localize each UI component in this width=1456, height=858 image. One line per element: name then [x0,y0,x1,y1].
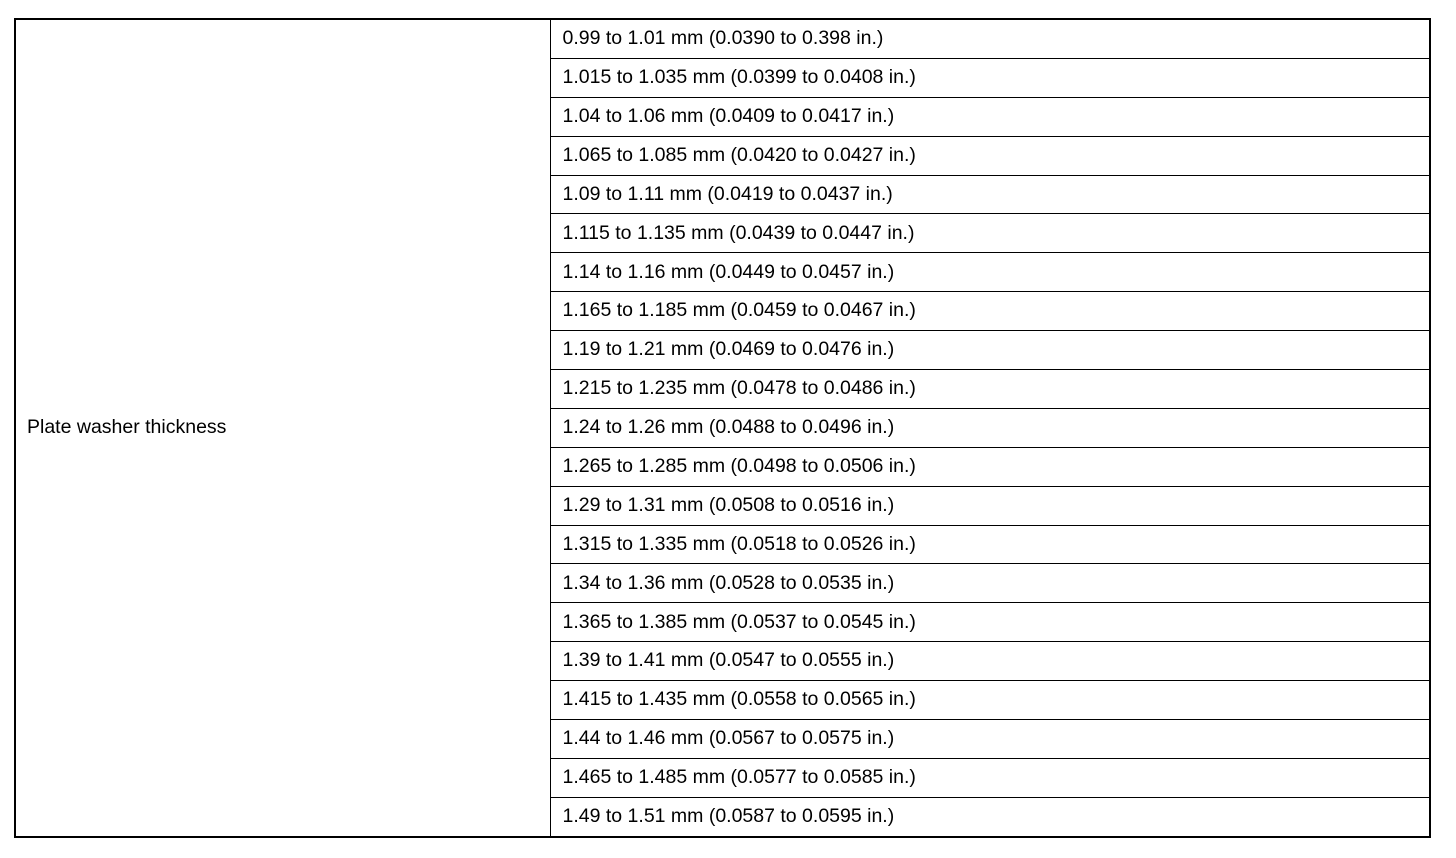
spec-value-cell: 1.49 to 1.51 mm (0.0587 to 0.0595 in.) [550,797,1430,836]
spec-value-cell: 1.165 to 1.185 mm (0.0459 to 0.0467 in.) [550,292,1430,331]
spec-value-cell: 1.19 to 1.21 mm (0.0469 to 0.0476 in.) [550,331,1430,370]
spec-value-cell: 1.015 to 1.035 mm (0.0399 to 0.0408 in.) [550,58,1430,97]
spec-table-body [15,19,1430,837]
spec-value-cell: 1.065 to 1.085 mm (0.0420 to 0.0427 in.) [550,136,1430,175]
spec-value-cell: 1.04 to 1.06 mm (0.0409 to 0.0417 in.) [550,97,1430,136]
table-row [15,19,1430,58]
spec-value-cell: 1.215 to 1.235 mm (0.0478 to 0.0486 in.) [550,370,1430,409]
spec-label: Plate washer thickness [27,416,227,439]
spec-value-cell: 1.465 to 1.485 mm (0.0577 to 0.0585 in.) [550,758,1430,797]
spec-value-cell: 1.29 to 1.31 mm (0.0508 to 0.0516 in.) [550,486,1430,525]
spec-value-cell: 1.415 to 1.435 mm (0.0558 to 0.0565 in.) [550,681,1430,720]
spec-value-cell: 1.34 to 1.36 mm (0.0528 to 0.0535 in.) [550,564,1430,603]
spec-value-cell: 1.115 to 1.135 mm (0.0439 to 0.0447 in.) [550,214,1430,253]
spec-value-cell: 1.365 to 1.385 mm (0.0537 to 0.0545 in.) [550,603,1430,642]
spec-value-cell: 0.99 to 1.01 mm (0.0390 to 0.398 in.) [550,19,1430,58]
spec-value-cell: 1.44 to 1.46 mm (0.0567 to 0.0575 in.) [550,720,1430,759]
spec-value-cell: 1.24 to 1.26 mm (0.0488 to 0.0496 in.) [550,408,1430,447]
spec-value-cell: 1.39 to 1.41 mm (0.0547 to 0.0555 in.) [550,642,1430,681]
spec-value-cell: 1.265 to 1.285 mm (0.0498 to 0.0506 in.) [550,447,1430,486]
spec-table [14,18,1431,838]
spec-value-cell: 1.09 to 1.11 mm (0.0419 to 0.0437 in.) [550,175,1430,214]
spec-value-cell: 1.14 to 1.16 mm (0.0449 to 0.0457 in.) [550,253,1430,292]
spec-label-cell [15,19,550,837]
spec-value-cell: 1.315 to 1.335 mm (0.0518 to 0.0526 in.) [550,525,1430,564]
